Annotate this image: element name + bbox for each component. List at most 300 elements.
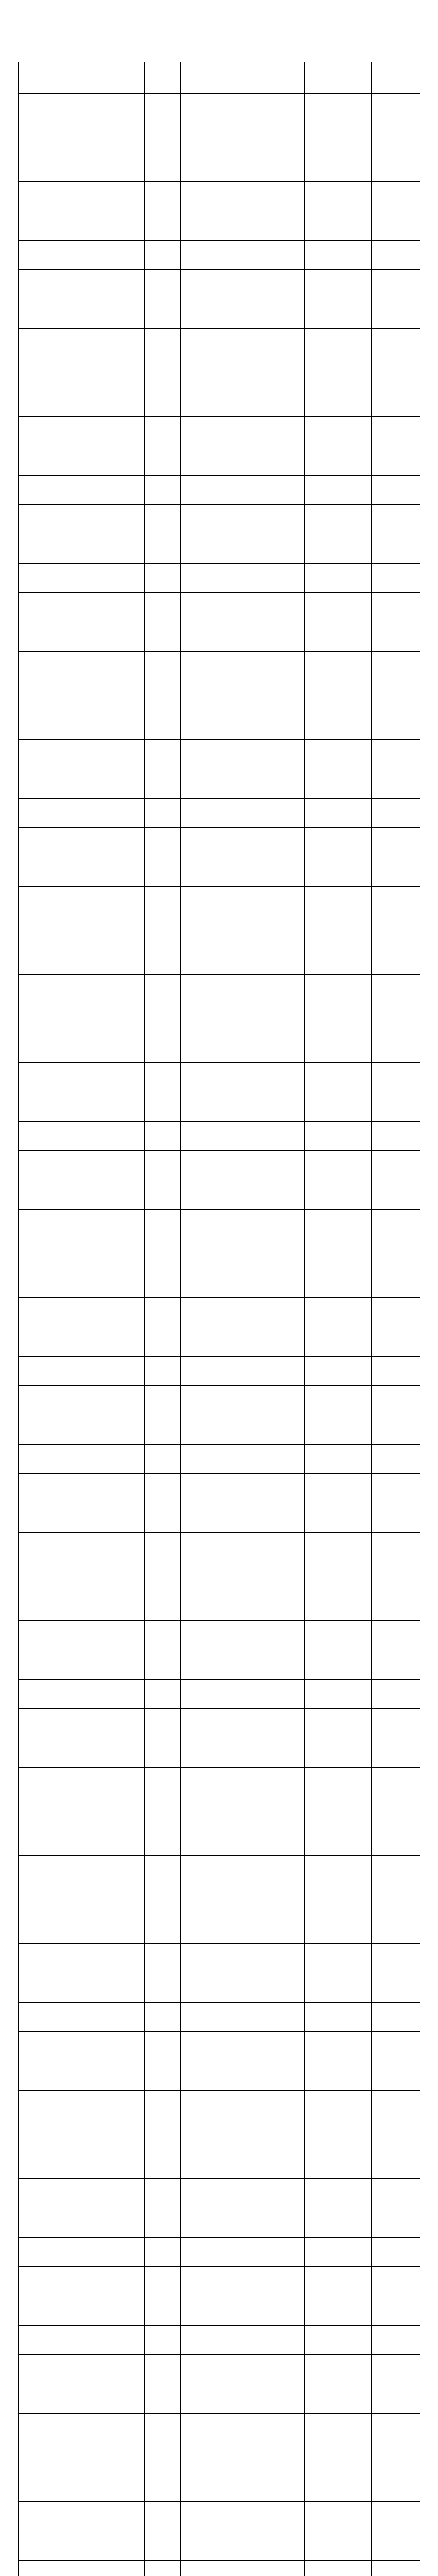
cell-item bbox=[39, 2179, 145, 2208]
cell-org bbox=[372, 1885, 420, 1914]
cell-org bbox=[372, 1298, 420, 1327]
cell-item bbox=[39, 2149, 145, 2179]
cell-type bbox=[145, 1533, 181, 1562]
cell-main bbox=[305, 387, 372, 417]
table-row bbox=[19, 1650, 420, 1680]
cell-main bbox=[305, 417, 372, 446]
table-row bbox=[19, 1063, 420, 1092]
cell-no bbox=[19, 1797, 39, 1826]
cell-basis bbox=[181, 1357, 305, 1386]
cell-org bbox=[372, 1180, 420, 1210]
cell-item bbox=[39, 2326, 145, 2355]
cell-org bbox=[372, 916, 420, 945]
cell-type bbox=[145, 1298, 181, 1327]
cell-org bbox=[372, 1445, 420, 1474]
cell-item bbox=[39, 1738, 145, 1768]
cell-no bbox=[19, 2472, 39, 2502]
table-row bbox=[19, 622, 420, 652]
cell-main bbox=[305, 534, 372, 564]
cell-basis bbox=[181, 1885, 305, 1914]
cell-no bbox=[19, 945, 39, 975]
table-row bbox=[19, 94, 420, 123]
cell-no bbox=[19, 2061, 39, 2091]
cell-main bbox=[305, 358, 372, 387]
cell-org bbox=[372, 2414, 420, 2443]
cell-org bbox=[372, 241, 420, 270]
cell-type bbox=[145, 1503, 181, 1533]
cell-org bbox=[372, 1738, 420, 1768]
cell-main bbox=[305, 1503, 372, 1533]
cell-item bbox=[39, 799, 145, 828]
cell-main bbox=[305, 1533, 372, 1562]
cell-org bbox=[372, 270, 420, 299]
cell-item bbox=[39, 1180, 145, 1210]
cell-no bbox=[19, 2267, 39, 2296]
cell-type bbox=[145, 358, 181, 387]
cell-type bbox=[145, 1092, 181, 1122]
table-row bbox=[19, 1914, 420, 1944]
table-row bbox=[19, 1474, 420, 1503]
cell-no bbox=[19, 622, 39, 652]
table-row bbox=[19, 1151, 420, 1180]
cell-basis bbox=[181, 2267, 305, 2296]
cell-no bbox=[19, 1826, 39, 1856]
cell-item bbox=[39, 1092, 145, 1122]
cell-org bbox=[372, 2531, 420, 2561]
cell-org bbox=[372, 2179, 420, 2208]
cell-item bbox=[39, 1885, 145, 1914]
cell-no bbox=[19, 1033, 39, 1063]
cell-type bbox=[145, 622, 181, 652]
cell-no bbox=[19, 1738, 39, 1768]
cell-type bbox=[145, 2120, 181, 2149]
cell-no bbox=[19, 1415, 39, 1445]
cell-no bbox=[19, 299, 39, 329]
cell-item bbox=[39, 1033, 145, 1063]
cell-type bbox=[145, 1709, 181, 1738]
cell-item bbox=[39, 211, 145, 241]
cell-org bbox=[372, 564, 420, 593]
cell-org bbox=[372, 1562, 420, 1591]
cell-main bbox=[305, 1856, 372, 1885]
table-row bbox=[19, 2531, 420, 2561]
cell-basis bbox=[181, 2208, 305, 2238]
table-row bbox=[19, 2326, 420, 2355]
table-row bbox=[19, 1210, 420, 1239]
table-row bbox=[19, 182, 420, 211]
cell-basis bbox=[181, 945, 305, 975]
cell-basis bbox=[181, 358, 305, 387]
cell-basis bbox=[181, 241, 305, 270]
cell-main bbox=[305, 2003, 372, 2032]
cell-no bbox=[19, 2120, 39, 2149]
cell-basis bbox=[181, 1944, 305, 1973]
cell-item bbox=[39, 2502, 145, 2531]
cell-main bbox=[305, 152, 372, 182]
cell-type bbox=[145, 2384, 181, 2414]
cell-org bbox=[372, 2238, 420, 2267]
cell-type bbox=[145, 152, 181, 182]
cell-no bbox=[19, 211, 39, 241]
cell-item bbox=[39, 123, 145, 152]
cell-item bbox=[39, 1268, 145, 1298]
cell-item bbox=[39, 299, 145, 329]
cell-basis bbox=[181, 769, 305, 799]
cell-type bbox=[145, 2472, 181, 2502]
cell-basis bbox=[181, 2326, 305, 2355]
cell-basis bbox=[181, 857, 305, 887]
cell-main bbox=[305, 2208, 372, 2238]
cell-basis bbox=[181, 1914, 305, 1944]
cell-type bbox=[145, 1944, 181, 1973]
cell-type bbox=[145, 975, 181, 1004]
cell-type bbox=[145, 564, 181, 593]
cell-item bbox=[39, 2003, 145, 2032]
cell-item bbox=[39, 1210, 145, 1239]
table-row bbox=[19, 681, 420, 710]
cell-item bbox=[39, 828, 145, 857]
cell-item bbox=[39, 446, 145, 476]
table-row bbox=[19, 2003, 420, 2032]
cell-no bbox=[19, 2091, 39, 2120]
table-row bbox=[19, 2384, 420, 2414]
cell-org bbox=[372, 2502, 420, 2531]
cell-item bbox=[39, 1327, 145, 1357]
cell-type bbox=[145, 1680, 181, 1709]
cell-basis bbox=[181, 123, 305, 152]
cell-basis bbox=[181, 94, 305, 123]
cell-org bbox=[372, 1386, 420, 1415]
cell-no bbox=[19, 593, 39, 622]
cell-main bbox=[305, 1738, 372, 1768]
cell-basis bbox=[181, 1415, 305, 1445]
cell-org bbox=[372, 2267, 420, 2296]
cell-type bbox=[145, 2238, 181, 2267]
cell-item bbox=[39, 182, 145, 211]
cell-basis bbox=[181, 1445, 305, 1474]
cell-no bbox=[19, 681, 39, 710]
cell-item bbox=[39, 94, 145, 123]
table-row bbox=[19, 1797, 420, 1826]
cell-type bbox=[145, 1063, 181, 1092]
table-row bbox=[19, 1386, 420, 1415]
cell-type bbox=[145, 1445, 181, 1474]
cell-no bbox=[19, 2355, 39, 2384]
cell-basis bbox=[181, 1738, 305, 1768]
table-row bbox=[19, 1680, 420, 1709]
cell-basis bbox=[181, 740, 305, 769]
cell-basis bbox=[181, 1591, 305, 1621]
cell-item bbox=[39, 916, 145, 945]
cell-no bbox=[19, 857, 39, 887]
cell-type bbox=[145, 1856, 181, 1885]
cell-no bbox=[19, 1092, 39, 1122]
cell-no bbox=[19, 123, 39, 152]
cell-main bbox=[305, 2238, 372, 2267]
cell-org bbox=[372, 2384, 420, 2414]
cell-no bbox=[19, 1151, 39, 1180]
cell-main bbox=[305, 916, 372, 945]
cell-main bbox=[305, 446, 372, 476]
cell-basis bbox=[181, 299, 305, 329]
cell-main bbox=[305, 799, 372, 828]
cell-org bbox=[372, 857, 420, 887]
cell-basis bbox=[181, 1210, 305, 1239]
cell-org bbox=[372, 2091, 420, 2120]
cell-no bbox=[19, 2179, 39, 2208]
cell-type bbox=[145, 2032, 181, 2061]
table-row bbox=[19, 1503, 420, 1533]
table-row bbox=[19, 828, 420, 857]
cell-no bbox=[19, 1973, 39, 2003]
cell-org bbox=[372, 417, 420, 446]
cell-type bbox=[145, 2091, 181, 2120]
table-row bbox=[19, 1738, 420, 1768]
cell-type bbox=[145, 2414, 181, 2443]
cell-org bbox=[372, 2149, 420, 2179]
cell-org bbox=[372, 2061, 420, 2091]
cell-org bbox=[372, 828, 420, 857]
cell-type bbox=[145, 2531, 181, 2561]
cell-basis bbox=[181, 564, 305, 593]
cell-item bbox=[39, 1063, 145, 1092]
cell-item bbox=[39, 1650, 145, 1680]
table-row bbox=[19, 123, 420, 152]
cell-org bbox=[372, 1944, 420, 1973]
cell-no bbox=[19, 2531, 39, 2561]
cell-type bbox=[145, 1797, 181, 1826]
cell-basis bbox=[181, 2091, 305, 2120]
cell-main bbox=[305, 2179, 372, 2208]
cell-main bbox=[305, 2414, 372, 2443]
cell-no bbox=[19, 2296, 39, 2326]
cell-main bbox=[305, 2502, 372, 2531]
cell-main bbox=[305, 1210, 372, 1239]
table-row bbox=[19, 593, 420, 622]
cell-main bbox=[305, 1357, 372, 1386]
cell-type bbox=[145, 1973, 181, 2003]
cell-main bbox=[305, 270, 372, 299]
cell-no bbox=[19, 652, 39, 681]
cell-main bbox=[305, 1474, 372, 1503]
table-row bbox=[19, 1533, 420, 1562]
cell-basis bbox=[181, 2472, 305, 2502]
cell-org bbox=[372, 1063, 420, 1092]
cell-org bbox=[372, 593, 420, 622]
cell-basis bbox=[181, 1768, 305, 1797]
cell-main bbox=[305, 975, 372, 1004]
cell-basis bbox=[181, 1386, 305, 1415]
cell-main bbox=[305, 652, 372, 681]
table-row bbox=[19, 1973, 420, 2003]
cell-org bbox=[372, 329, 420, 358]
cell-no bbox=[19, 1239, 39, 1268]
cell-basis bbox=[181, 1004, 305, 1033]
cell-type bbox=[145, 2443, 181, 2472]
cell-org bbox=[372, 152, 420, 182]
cell-type bbox=[145, 123, 181, 152]
cell-main bbox=[305, 1298, 372, 1327]
table-row bbox=[19, 975, 420, 1004]
cell-no bbox=[19, 887, 39, 916]
table-row bbox=[19, 1092, 420, 1122]
cell-type bbox=[145, 2355, 181, 2384]
header-main bbox=[305, 62, 372, 94]
cell-item bbox=[39, 1621, 145, 1650]
cell-no bbox=[19, 534, 39, 564]
cell-item bbox=[39, 1151, 145, 1180]
cell-org bbox=[372, 505, 420, 534]
cell-basis bbox=[181, 828, 305, 857]
table-row bbox=[19, 887, 420, 916]
cell-org bbox=[372, 1151, 420, 1180]
cell-basis bbox=[181, 476, 305, 505]
cell-org bbox=[372, 769, 420, 799]
cell-item bbox=[39, 2355, 145, 2384]
cell-main bbox=[305, 622, 372, 652]
table-row bbox=[19, 1415, 420, 1445]
cell-item bbox=[39, 505, 145, 534]
cell-item bbox=[39, 1973, 145, 2003]
cell-basis bbox=[181, 1239, 305, 1268]
cell-org bbox=[372, 123, 420, 152]
table-row bbox=[19, 2267, 420, 2296]
table-row bbox=[19, 1885, 420, 1914]
cell-no bbox=[19, 1122, 39, 1151]
cell-item bbox=[39, 1591, 145, 1621]
power-list-table bbox=[18, 62, 420, 2576]
cell-org bbox=[372, 182, 420, 211]
table-row bbox=[19, 476, 420, 505]
cell-no bbox=[19, 2414, 39, 2443]
cell-type bbox=[145, 681, 181, 710]
cell-item bbox=[39, 1445, 145, 1474]
cell-basis bbox=[181, 1298, 305, 1327]
cell-item bbox=[39, 2061, 145, 2091]
cell-type bbox=[145, 241, 181, 270]
cell-basis bbox=[181, 182, 305, 211]
cell-item bbox=[39, 1562, 145, 1591]
cell-item bbox=[39, 1357, 145, 1386]
cell-item bbox=[39, 1826, 145, 1856]
cell-basis bbox=[181, 1033, 305, 1063]
cell-no bbox=[19, 2384, 39, 2414]
table-row bbox=[19, 1268, 420, 1298]
table-row bbox=[19, 358, 420, 387]
cell-org bbox=[372, 652, 420, 681]
cell-basis bbox=[181, 329, 305, 358]
cell-org bbox=[372, 2032, 420, 2061]
cell-item bbox=[39, 2267, 145, 2296]
cell-main bbox=[305, 2472, 372, 2502]
table-row bbox=[19, 2149, 420, 2179]
cell-main bbox=[305, 94, 372, 123]
cell-org bbox=[372, 476, 420, 505]
cell-org bbox=[372, 299, 420, 329]
cell-item bbox=[39, 270, 145, 299]
cell-main bbox=[305, 1944, 372, 1973]
cell-org bbox=[372, 2472, 420, 2502]
cell-type bbox=[145, 2003, 181, 2032]
cell-type bbox=[145, 769, 181, 799]
cell-item bbox=[39, 1503, 145, 1533]
table-row bbox=[19, 1445, 420, 1474]
cell-main bbox=[305, 710, 372, 740]
header-item bbox=[39, 62, 145, 94]
cell-basis bbox=[181, 1650, 305, 1680]
cell-item bbox=[39, 1239, 145, 1268]
cell-basis bbox=[181, 681, 305, 710]
table-row bbox=[19, 1298, 420, 1327]
cell-basis bbox=[181, 799, 305, 828]
cell-main bbox=[305, 2384, 372, 2414]
cell-no bbox=[19, 505, 39, 534]
cell-no bbox=[19, 387, 39, 417]
cell-main bbox=[305, 2443, 372, 2472]
cell-no bbox=[19, 828, 39, 857]
cell-type bbox=[145, 1151, 181, 1180]
cell-item bbox=[39, 2238, 145, 2267]
header-type bbox=[145, 62, 181, 94]
cell-org bbox=[372, 1268, 420, 1298]
cell-org bbox=[372, 1709, 420, 1738]
cell-item bbox=[39, 2032, 145, 2061]
cell-org bbox=[372, 1092, 420, 1122]
cell-item bbox=[39, 652, 145, 681]
cell-type bbox=[145, 182, 181, 211]
cell-basis bbox=[181, 1063, 305, 1092]
cell-basis bbox=[181, 887, 305, 916]
cell-main bbox=[305, 1386, 372, 1415]
cell-item bbox=[39, 2384, 145, 2414]
cell-org bbox=[372, 1914, 420, 1944]
header-no bbox=[19, 62, 39, 94]
cell-org bbox=[372, 2120, 420, 2149]
cell-org bbox=[372, 1621, 420, 1650]
cell-org bbox=[372, 887, 420, 916]
cell-main bbox=[305, 1768, 372, 1797]
cell-item bbox=[39, 1298, 145, 1327]
cell-org bbox=[372, 2443, 420, 2472]
cell-main bbox=[305, 945, 372, 975]
cell-org bbox=[372, 1973, 420, 2003]
cell-type bbox=[145, 1004, 181, 1033]
table-row bbox=[19, 769, 420, 799]
cell-type bbox=[145, 799, 181, 828]
table-row bbox=[19, 1033, 420, 1063]
cell-no bbox=[19, 1386, 39, 1415]
table-row bbox=[19, 152, 420, 182]
cell-main bbox=[305, 1621, 372, 1650]
cell-org bbox=[372, 2003, 420, 2032]
cell-type bbox=[145, 211, 181, 241]
cell-no bbox=[19, 417, 39, 446]
cell-type bbox=[145, 1180, 181, 1210]
table-row bbox=[19, 945, 420, 975]
table-row bbox=[19, 1621, 420, 1650]
cell-org bbox=[372, 975, 420, 1004]
cell-item bbox=[39, 564, 145, 593]
cell-basis bbox=[181, 152, 305, 182]
cell-item bbox=[39, 2414, 145, 2443]
cell-no bbox=[19, 476, 39, 505]
table-row bbox=[19, 299, 420, 329]
cell-no bbox=[19, 329, 39, 358]
cell-basis bbox=[181, 1474, 305, 1503]
table-row bbox=[19, 270, 420, 299]
cell-type bbox=[145, 1357, 181, 1386]
cell-no bbox=[19, 710, 39, 740]
